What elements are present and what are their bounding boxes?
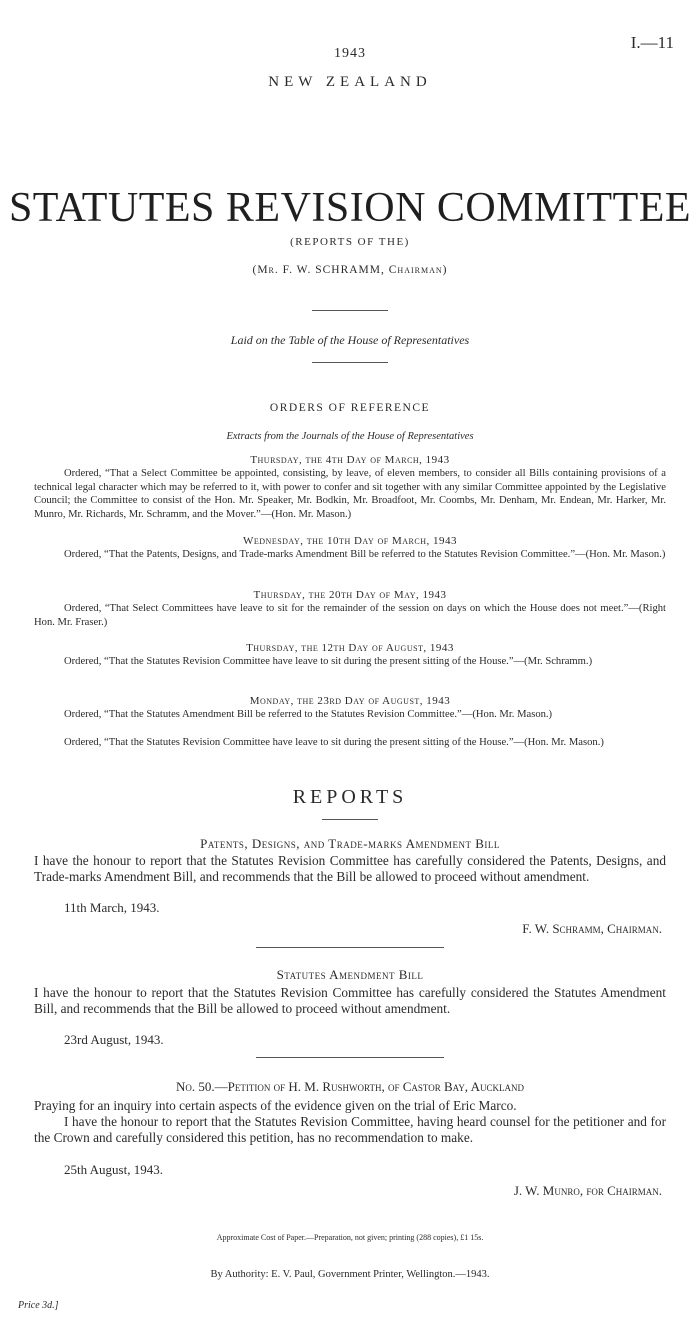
order-date: Wednesday, the 10th Day of March, 1943	[243, 535, 457, 547]
price: Price 3d.]	[18, 1300, 59, 1311]
divider	[256, 947, 444, 948]
report-body: I have the honour to report that the Statutes Revision Committee, having heard counsel for the petitioner and for the Crown and carefully considered this petition, has no recommendation to make.	[34, 1114, 666, 1145]
order-text: Ordered, “That Select Committees have leave to sit for the remainder of the session on days on which the House does not meet.”—(Right Hon. Mr. Fraser.)	[34, 603, 666, 628]
report-body: I have the honour to report that the Statutes Revision Committee has carefully considered the Patents, Designs, and Trade-marks Amendment Bill, and recommends that the Bill be allowed to proceed without amendment.	[34, 853, 666, 884]
order-text: Ordered, “That the Statutes Revision Committee have leave to sit during the present sitting of the House.”—(Mr. Schramm.)	[64, 656, 593, 667]
report-date: 25th August, 1943.	[64, 1162, 163, 1177]
page-reference: I.—11	[630, 33, 674, 52]
report-signature: J. W. Munro, for Chairman.	[513, 1183, 662, 1198]
order-text: Ordered, “That the Statutes Revision Committee have leave to sit during the present sitting of the House.”—(Hon. Mr. Mason.)	[64, 737, 604, 748]
country: NEW ZEALAND	[268, 74, 432, 90]
report-signature: F. W. Schramm, Chairman.	[522, 921, 662, 936]
report-title: Statutes Amendment Bill	[276, 967, 424, 982]
divider	[322, 819, 378, 820]
order-text: Ordered, “That a Select Committee be appointed, consisting, by leave, of eleven members, to consider all Bills containing provisions of a technical legal character which may be referred to it, with power to confer and sit together with any similar Committee appointed by the Legislative Council; the Committee to consist of the Hon. Mr. Speaker, Mr. Bodkin, Mr. Broadfoot, Mr. Coombs, Mr. Denham, Mr. Endean, Mr. Harker, Mr. Munro, Mr. Richards, Mr. Schramm, and the Mover.”—(Hon. Mr. Mason.)	[34, 468, 666, 520]
order-date: Monday, the 23rd Day of August, 1943	[249, 695, 451, 707]
authority-line: By Authority: E. V. Paul, Government Printer, Wellington.—1943.	[210, 1269, 490, 1280]
order-text: Ordered, “That the Patents, Designs, and Trade-marks Amendment Bill be referred to the Statutes Revision Committee.”—(Hon. Mr. Mason.)	[64, 549, 666, 560]
year: 1943	[334, 46, 366, 61]
laid-on-table: Laid on the Table of the House of Representatives	[230, 333, 470, 347]
report-date: 23rd August, 1943.	[64, 1032, 164, 1047]
reports-heading: REPORTS	[292, 786, 408, 808]
report-body: I have the honour to report that the Statutes Revision Committee has carefully considered the Statutes Amendment Bill, and recommends that the Bill be allowed to proceed without amendment.	[34, 985, 666, 1016]
extracts-line: Extracts from the Journals of the House of Representatives	[226, 431, 474, 442]
divider	[312, 362, 388, 363]
order-date: Thursday, the 20th Day of May, 1943	[253, 589, 447, 601]
orders-heading: ORDERS OF REFERENCE	[269, 402, 431, 414]
chairman-line: (Mr. F. W. SCHRAMM, Chairman)	[252, 264, 448, 276]
report-title: Patents, Designs, and Trade-marks Amendment Bill	[200, 836, 500, 851]
divider	[256, 1057, 444, 1058]
order-date: Thursday, the 4th Day of March, 1943	[250, 454, 450, 466]
report-title: No. 50.—Petition of H. M. Rushworth, of Castor Bay, Auckland	[176, 1079, 524, 1094]
cost-note: Approximate Cost of Paper.—Preparation, not given; printing (288 copies), £1 15s.	[216, 1233, 484, 1242]
order-text: Ordered, “That the Statutes Amendment Bill be referred to the Statutes Revision Committee.”—(Hon. Mr. Mason.)	[64, 709, 553, 720]
report-body: Praying for an inquiry into certain aspects of the evidence given on the trial of Eric Marco.	[34, 1098, 517, 1113]
subtitle: (REPORTS OF THE)	[290, 236, 410, 248]
divider	[312, 310, 388, 311]
order-date: Thursday, the 12th Day of August, 1943	[246, 642, 454, 654]
page-title: STATUTES REVISION COMMITTEE	[8, 185, 692, 231]
report-date: 11th March, 1943.	[64, 900, 160, 915]
